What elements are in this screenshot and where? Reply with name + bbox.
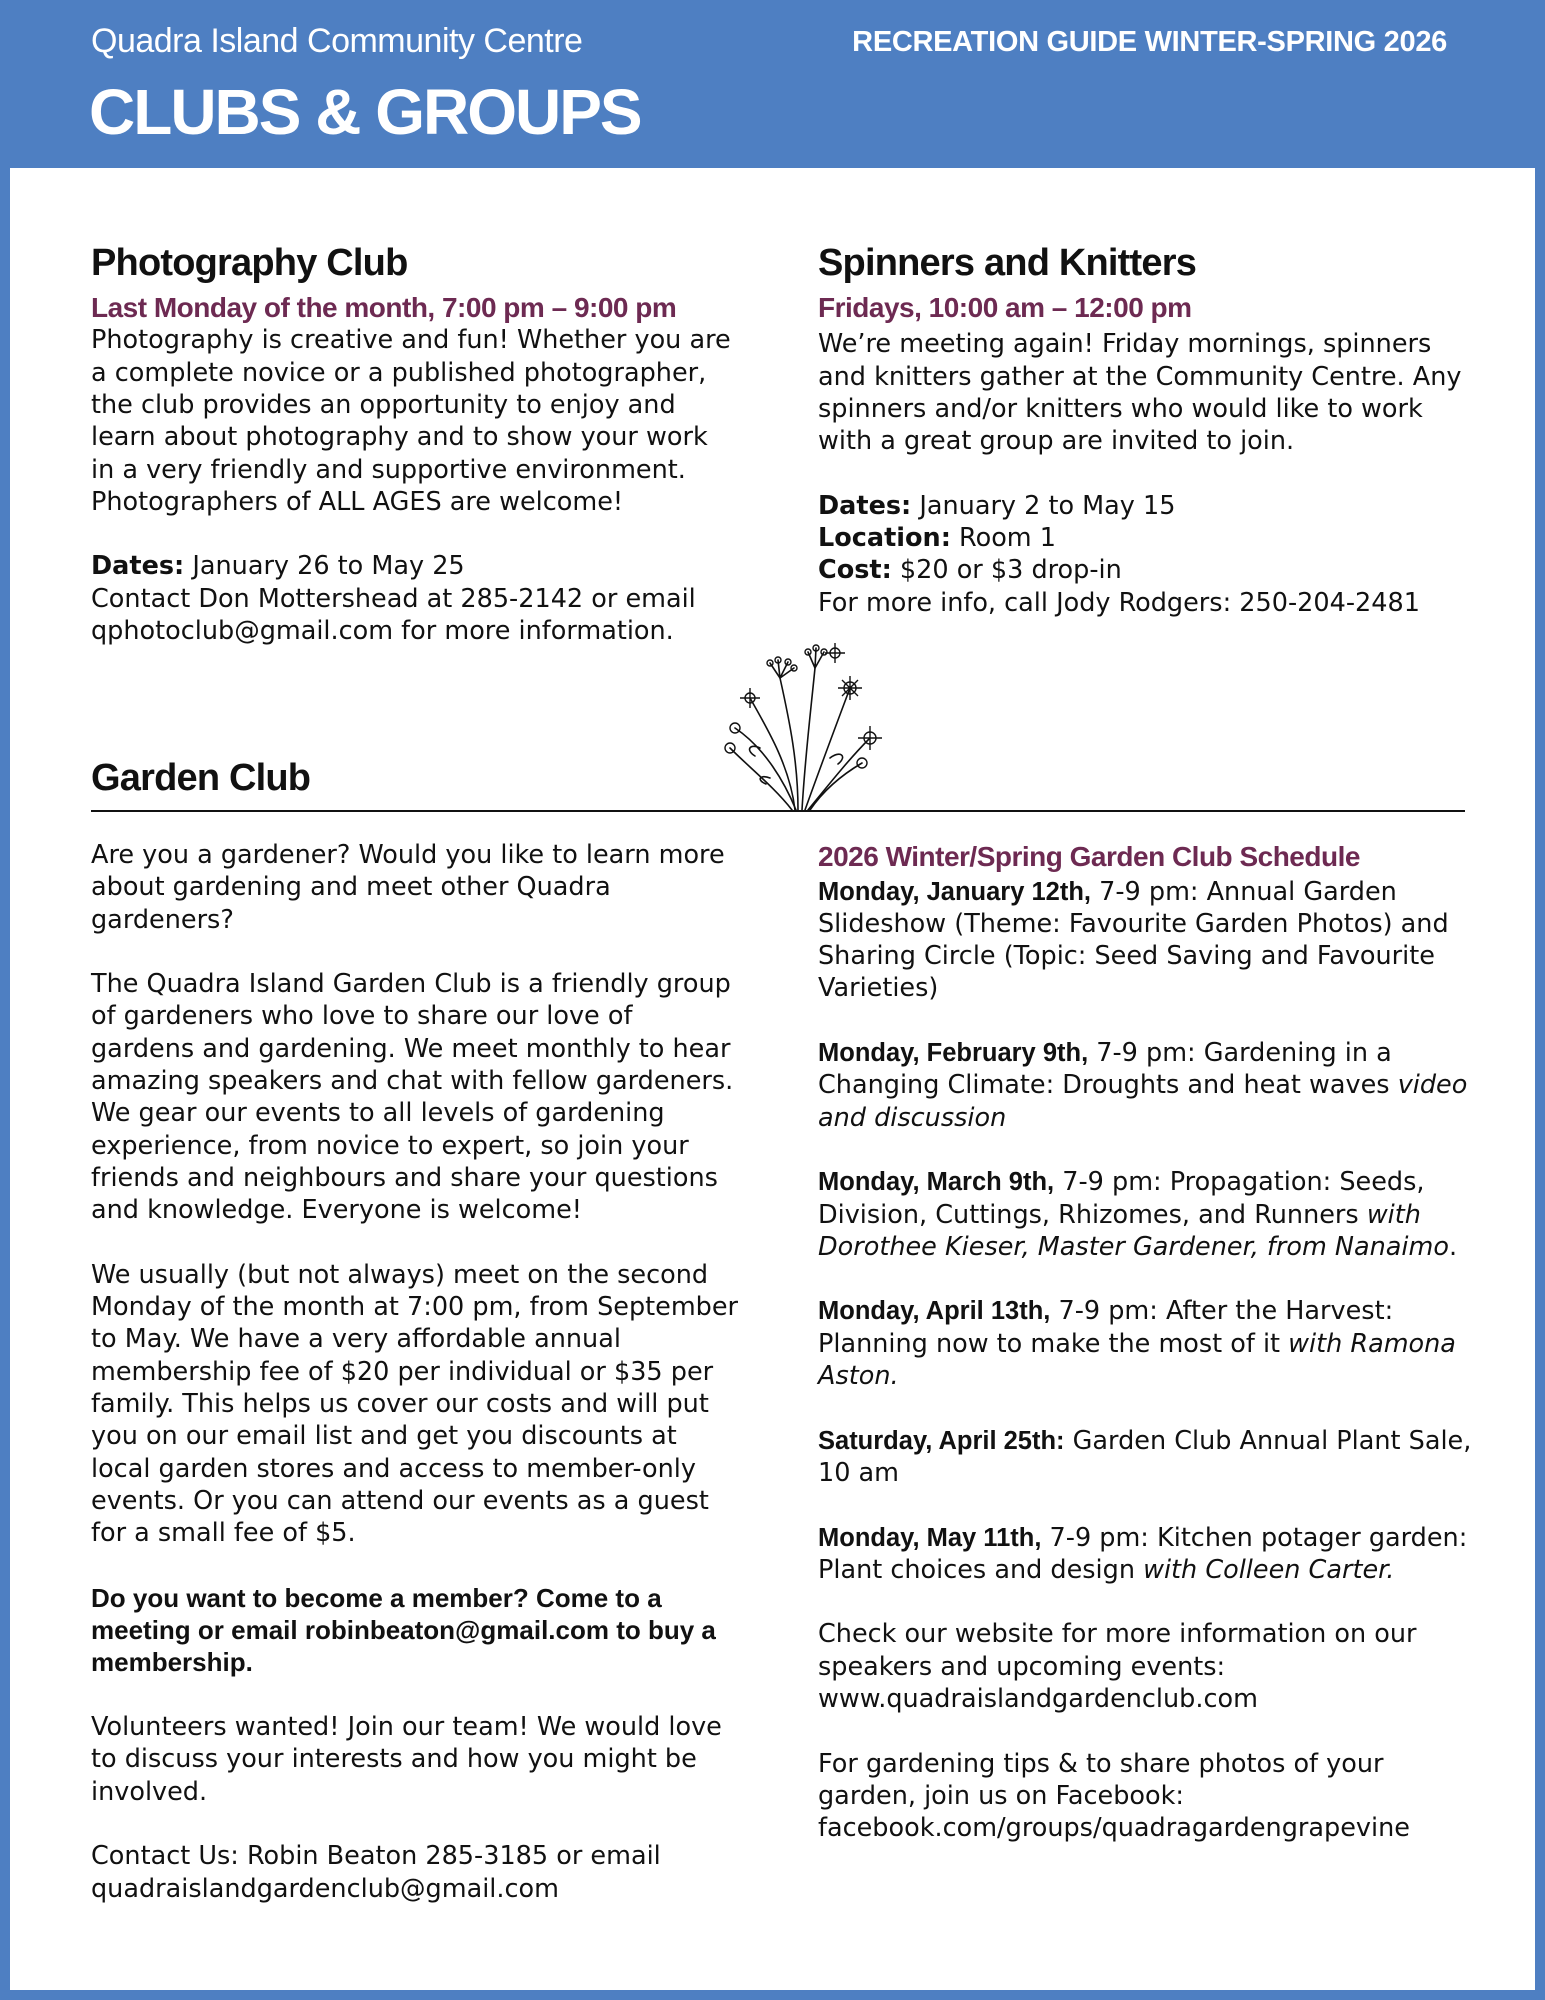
schedule-event: Saturday, April 25th: Garden Club Annual Plant Sale, 10 am — [818, 1425, 1472, 1488]
photography-club-contact: Contact Don Mottershead at 285-2142 or email qphotoclub@gmail.com for more information. — [91, 583, 696, 647]
schedule-event: Monday, April 13th, 7-9 pm: After the Harvest: Planning now to make the most of it with Ramona Aston. — [818, 1296, 1456, 1392]
photography-club-dates: Dates: January 26 to May 25 — [91, 551, 465, 582]
spinners-knitters-body — [818, 328, 1468, 619]
section-divider — [91, 810, 1465, 812]
photography-club-schedule: Last Monday of the month, 7:00 pm – 9:00 pm — [91, 291, 677, 323]
garden-club-schedule — [818, 840, 1478, 1845]
guide-title: RECREATION GUIDE WINTER-SPRING 2026 — [852, 26, 1447, 58]
garden-club-membership-cta: Do you want to become a member? Come to a meeting or email robinbeaton@gmail.com to buy a membership. — [91, 1582, 716, 1678]
content-panel — [10, 168, 1535, 1990]
garden-club-contact: Contact Us: Robin Beaton 285-3185 or email quadraislandgardenclub@gmail.com — [91, 1841, 661, 1904]
wildflower-illustration-icon — [710, 638, 900, 812]
spinners-knitters-dates: Dates: January 2 to May 15 — [818, 490, 1176, 521]
spinners-knitters-section — [818, 243, 1468, 619]
garden-club-title: Garden Club — [91, 757, 311, 799]
photography-club-section — [91, 243, 731, 647]
photography-club-description: Photography is creative and fun! Whether you are a complete novice or a published photographer, the club provides an opportunity to enjoy and learn about photography and to show your work in a very friendly and supportive environment. Photographers of ALL AGES are welcome! — [91, 325, 731, 517]
garden-club-about: The Quadra Island Garden Club is a friendly group of gardeners who love to share our love of gardens and gardening. We meet monthly to hear amazing speakers and chat with fellow gardeners. We gear our events to all levels of gardening experience, from novice to expert, so join your friends and neighbours and share your questions and knowledge. Everyone is welcome! — [91, 969, 734, 1226]
schedule-event: Monday, February 9th, 7-9 pm: Gardening in a Changing Climate: Droughts and heat waves video and discussion — [818, 1038, 1468, 1133]
spinners-knitters-description: We’re meeting again! Friday mornings, spinners and knitters gather at the Community Centre. Any spinners and/or knitters who would like to work with a great group are invited to join. — [818, 329, 1462, 457]
spinners-knitters-info: For more info, call Jody Rodgers: 250-204-2481 — [818, 587, 1420, 618]
garden-club-website: Check our website for more information on our speakers and upcoming events: www.quadraislandgardenclub.com — [818, 1619, 1417, 1715]
garden-club-events-list — [818, 876, 1478, 1619]
spinners-knitters-cost: Cost: $20 or $3 drop-in — [818, 555, 1122, 586]
schedule-event: Monday, May 11th, 7-9 pm: Kitchen potager garden: Plant choices and design with Colleen Carter. — [818, 1522, 1468, 1585]
garden-club-facebook: For gardening tips & to share photos of your garden, join us on Facebook: facebook.com/groups/quadragardengrapevine — [818, 1748, 1410, 1844]
spinners-knitters-title: Spinners and Knitters — [818, 242, 1197, 284]
garden-club-info — [91, 839, 741, 1905]
schedule-event: Monday, March 9th, 7-9 pm: Propagation: Seeds, Division, Cuttings, Rhizomes, and Runners with Dorothee Kieser, Master Gardener, from Nanaimo. — [818, 1167, 1458, 1262]
spinners-knitters-location: Location: Room 1 — [818, 523, 1056, 554]
garden-club-links — [818, 1618, 1478, 1844]
photography-club-body — [91, 324, 731, 647]
page-header — [0, 0, 1545, 168]
spinners-knitters-schedule: Fridays, 10:00 am – 12:00 pm — [818, 291, 1192, 323]
garden-club-meetings: We usually (but not always) meet on the second Monday of the month at 7:00 pm, from September to May. We have a very affordable annual membership fee of $20 per individual or $35 per family. This helps us cover our costs and will put you on our email list and get you discounts at local garden stores and access to member-only events. Or you can attend our events as a guest for a small fee of $5. — [91, 1259, 739, 1549]
schedule-event: Monday, January 12th, 7-9 pm: Annual Garden Slideshow (Theme: Favourite Garden Photos) and Sharing Circle (Topic: Seed Saving and Favourite Varieties) — [818, 876, 1449, 1004]
page-title: CLUBS & GROUPS — [89, 76, 641, 148]
org-name: Quadra Island Community Centre — [91, 22, 583, 60]
photography-club-title: Photography Club — [91, 242, 408, 284]
garden-club-volunteers: Volunteers wanted! Join our team! We would love to discuss your interests and how you might be involved. — [91, 1712, 722, 1807]
garden-club-schedule-title: 2026 Winter/Spring Garden Club Schedule — [818, 841, 1360, 872]
garden-club-intro: Are you a gardener? Would you like to learn more about gardening and meet other Quadra gardeners? — [91, 840, 725, 935]
